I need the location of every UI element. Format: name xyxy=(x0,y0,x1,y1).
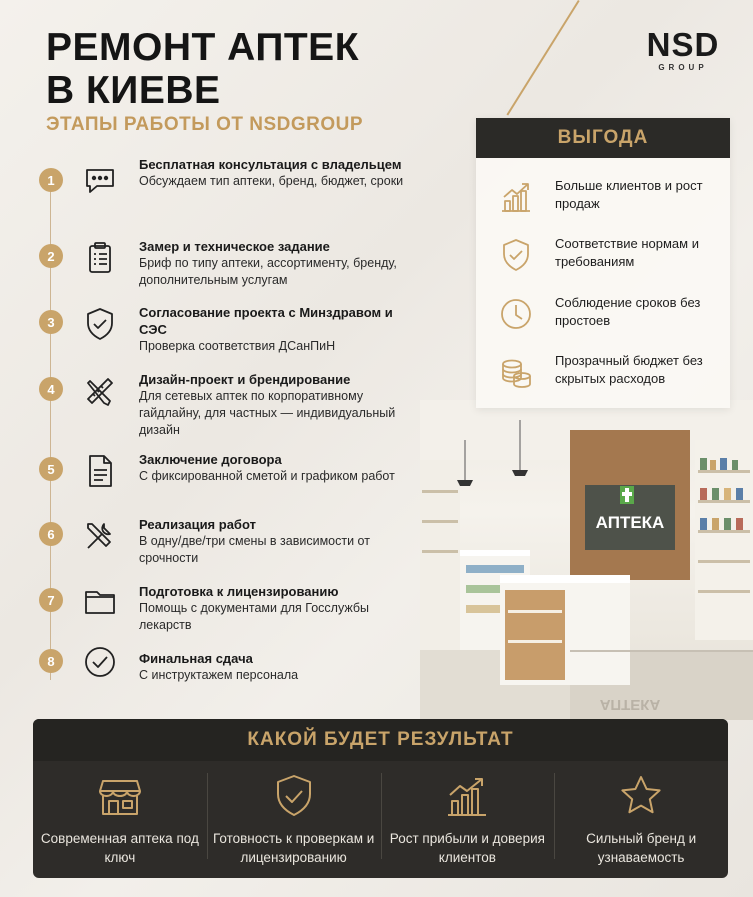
step-text xyxy=(139,583,414,634)
logo-sub: GROUP xyxy=(658,63,708,72)
step-text xyxy=(139,650,414,684)
company-logo xyxy=(636,28,730,72)
ruler-pencil-icon xyxy=(82,373,118,409)
step-title: Реализация работ xyxy=(139,517,256,532)
shield-check-icon xyxy=(271,773,317,819)
step-desc: Бриф по типу аптеки, ассортименту, бренду, дополнительным услугам xyxy=(139,256,397,287)
step-desc: В одну/две/три смены в зависимости от срочности xyxy=(139,534,370,565)
pharmacy-sign: АПТЕКА xyxy=(595,513,665,532)
logo-main: NSD xyxy=(646,26,720,63)
check-circle-icon xyxy=(82,644,118,680)
result-panel xyxy=(33,719,728,878)
step-title: Подготовка к лицензированию xyxy=(139,584,339,599)
growth-chart-icon xyxy=(444,773,490,819)
clipboard-icon xyxy=(82,240,118,276)
benefits-panel xyxy=(476,118,730,408)
growth-chart-icon xyxy=(498,179,534,215)
step-number: 5 xyxy=(39,457,63,481)
benefits-title: ВЫГОДА xyxy=(476,118,730,158)
step-text xyxy=(139,451,414,485)
step-text xyxy=(139,238,414,289)
step-title: Финальная сдача xyxy=(139,651,253,666)
document-icon xyxy=(82,453,118,489)
benefit-text: Больше клиентов и рост продаж xyxy=(555,178,703,211)
shield-check-icon xyxy=(82,306,118,342)
page-subtitle: ЭТАПЫ РАБОТЫ ОТ NSDGROUP xyxy=(46,114,364,135)
result-item xyxy=(207,761,381,878)
step-desc: Проверка соответствия ДСанПиН xyxy=(139,339,336,353)
step-text xyxy=(139,304,414,355)
step-number: 4 xyxy=(39,377,63,401)
title-line-2: В КИЕВЕ xyxy=(46,69,221,112)
step-number: 8 xyxy=(39,649,63,673)
pharmacy-interior-photo xyxy=(420,400,753,720)
benefit-text: Соответствие нормам и требованиям xyxy=(555,236,699,269)
result-item xyxy=(554,761,728,878)
step-number: 6 xyxy=(39,522,63,546)
step-text xyxy=(139,371,414,439)
step-number: 3 xyxy=(39,310,63,334)
store-icon xyxy=(97,773,143,819)
result-text: Рост прибыли и доверия клиентов xyxy=(389,831,545,865)
step-desc: С фиксированной сметой и графиком работ xyxy=(139,469,395,483)
step-number: 1 xyxy=(39,168,63,192)
step-text xyxy=(139,516,414,567)
coins-icon xyxy=(498,354,534,390)
result-text: Сильный бренд и узнаваемость xyxy=(586,831,697,865)
step-text xyxy=(139,156,414,190)
benefit-item xyxy=(476,173,730,223)
chat-bubble-icon xyxy=(82,162,118,198)
result-title: КАКОЙ БУДЕТ РЕЗУЛЬТАТ xyxy=(33,719,728,761)
folder-icon xyxy=(82,583,118,619)
result-item xyxy=(33,761,207,878)
step-number: 2 xyxy=(39,244,63,268)
step-title: Дизайн-проект и брендирование xyxy=(139,372,351,387)
result-item xyxy=(381,761,555,878)
result-text: Готовность к проверкам и лицензированию xyxy=(212,831,375,865)
title-line-1: РЕМОНТ АПТЕК xyxy=(46,26,359,69)
page-title xyxy=(46,26,359,112)
step-desc: Обсуждаем тип аптеки, бренд, бюджет, сроки xyxy=(139,174,404,188)
sign-reflection: АПТЕКА xyxy=(599,696,661,713)
clock-icon xyxy=(498,296,534,332)
tools-icon xyxy=(82,518,118,554)
step-desc: С инструктажем персонала xyxy=(139,668,299,682)
result-text: Современная аптека под ключ xyxy=(40,831,199,865)
step-desc: Помощь с документами для Госслужбы лекарств xyxy=(139,601,370,632)
step-title: Заключение договора xyxy=(139,452,282,467)
benefit-item xyxy=(476,290,730,340)
star-icon xyxy=(618,773,664,819)
benefit-text: Прозрачный бюджет без скрытых расходов xyxy=(555,353,703,386)
step-title: Замер и техническое задание xyxy=(139,239,330,254)
benefit-item xyxy=(476,348,730,398)
step-desc: Для сетевых аптек по корпоративному гайдлайну, для частных — индивидуальный дизайн xyxy=(139,389,396,437)
step-title: Бесплатная консультация с владельцем xyxy=(139,157,402,172)
benefit-text: Соблюдение сроков без простоев xyxy=(555,295,701,328)
step-title: Согласование проекта с Минздравом и СЭС xyxy=(139,305,393,337)
step-number: 7 xyxy=(39,588,63,612)
decorative-line xyxy=(506,0,579,115)
shield-check-icon xyxy=(498,237,534,273)
benefit-item xyxy=(476,231,730,281)
